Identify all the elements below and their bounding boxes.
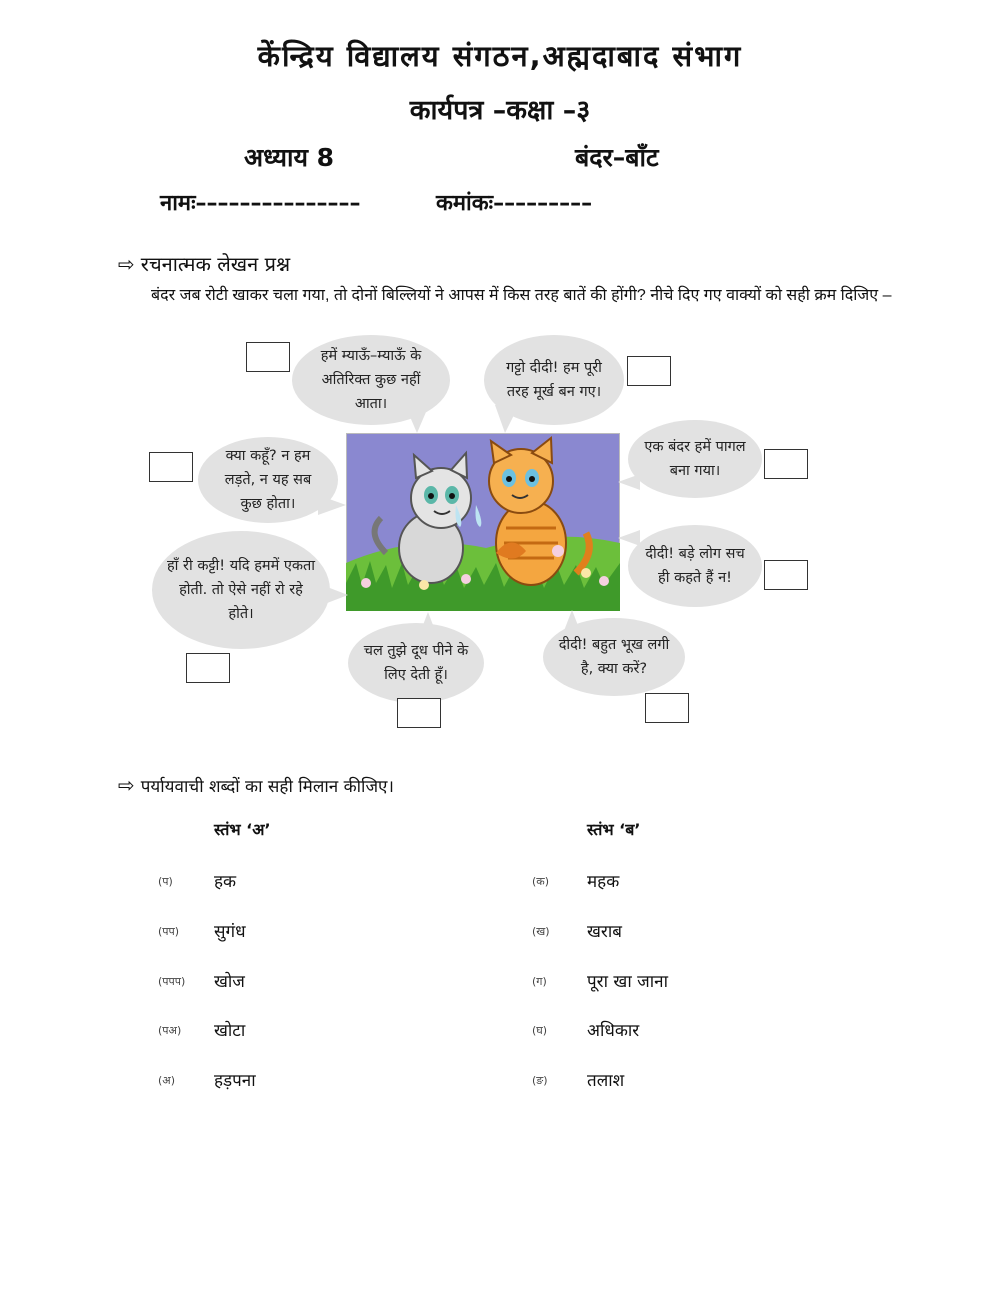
speech-bubble-5: दीदी! बड़े लोग सच ही कहते हैं न! bbox=[628, 525, 762, 607]
column-b-word[interactable]: खराब bbox=[587, 922, 622, 942]
answer-box[interactable] bbox=[397, 698, 441, 728]
column-a-word[interactable]: खोटा bbox=[214, 1021, 246, 1041]
speech-bubble-8: दीदी! बहुत भूख लगी है, क्या करें? bbox=[543, 618, 685, 696]
column-a-word[interactable]: सुगंध bbox=[214, 922, 246, 942]
section1-instruction: बंदर जब रोटी खाकर चला गया, तो दोनों बिल्लियों ने आपस में किस तरह बातें की होंगी? नीचे दिए गए वाक्यों को सही क्रम दिजिए – bbox=[151, 287, 892, 304]
column-a-word[interactable]: हड़पना bbox=[214, 1071, 256, 1091]
column-a-marker: (अ) bbox=[158, 1074, 175, 1087]
column-b-marker: (घ) bbox=[532, 1024, 548, 1037]
section1-heading bbox=[118, 250, 290, 277]
section1-heading-text: रचनात्मक लेखन प्रश्न bbox=[140, 252, 291, 276]
column-b-title: स्तंभ ‘ब’ bbox=[587, 820, 641, 839]
column-b-marker: (ग) bbox=[532, 975, 547, 988]
worksheet-title: कार्यपत्र –कक्षा –३ bbox=[409, 95, 591, 126]
answer-box[interactable] bbox=[149, 452, 193, 482]
column-a-marker: (पपप) bbox=[158, 975, 186, 988]
school-title: केंन्द्रिय विद्यालय संगठन,अह्मदाबाद संभाग bbox=[257, 39, 743, 73]
column-b-marker: (क) bbox=[532, 875, 550, 888]
answer-box[interactable] bbox=[627, 356, 671, 386]
chapter-label: अध्याय 8 bbox=[244, 143, 335, 172]
column-b-word[interactable]: तलाश bbox=[587, 1071, 625, 1091]
speech-bubble-4: एक बंदर हमें पागल बना गया। bbox=[628, 420, 762, 498]
section2-heading bbox=[118, 773, 394, 797]
bubble-tail bbox=[618, 530, 640, 546]
column-b-marker: (ख) bbox=[532, 925, 550, 938]
section2-heading-text: पर्यायवाची शब्दों का सही मिलान कीजिए। bbox=[140, 776, 394, 797]
answer-box[interactable] bbox=[764, 449, 808, 479]
answer-box[interactable] bbox=[764, 560, 808, 590]
column-b-word[interactable]: पूरा खा जाना bbox=[587, 972, 668, 992]
speech-bubble-2: गट्टो दीदी! हम पूरी तरह मूर्ख बन गए। bbox=[484, 335, 624, 425]
column-b-marker: (ङ) bbox=[532, 1074, 548, 1087]
column-a-title: स्तंभ ‘अ’ bbox=[214, 820, 271, 839]
answer-box[interactable] bbox=[645, 693, 689, 723]
column-a-word[interactable]: खोज bbox=[214, 972, 245, 992]
column-b-word[interactable]: महक bbox=[587, 872, 620, 892]
speech-bubble-7: चल तुझे दूध पीने के लिए देती हूँ। bbox=[348, 623, 484, 703]
lesson-title: बंदर–बाँट bbox=[575, 143, 659, 172]
column-b-word[interactable]: अधिकार bbox=[587, 1021, 640, 1041]
name-field[interactable]: नामः––––––––––––––– bbox=[160, 191, 361, 216]
speech-bubble-6: हाँ री कट्टी! यदि हममें एकता होती. तो ऐसे नहीं रो रहे होते। bbox=[152, 531, 330, 649]
answer-box[interactable] bbox=[186, 653, 230, 683]
cats-illustration bbox=[346, 433, 620, 611]
arrow-right-icon: ⇨ bbox=[118, 773, 135, 797]
column-a-word[interactable]: हक bbox=[214, 872, 237, 892]
column-a-marker: (पप) bbox=[158, 925, 180, 938]
column-a-marker: (पअ) bbox=[158, 1024, 182, 1037]
arrow-right-icon: ⇨ bbox=[118, 251, 135, 276]
speech-bubble-1: हमें म्याऊँ–म्याऊँ के अतिरिक्त कुछ नहीं आता। bbox=[292, 335, 450, 425]
roll-number-field[interactable]: कमांकः––––––––– bbox=[436, 191, 593, 216]
column-a-marker: (प) bbox=[158, 875, 173, 888]
answer-box[interactable] bbox=[246, 342, 290, 372]
speech-bubble-3: क्या कहूँ? न हम लड़ते, न यह सब कुछ होता। bbox=[198, 437, 338, 523]
